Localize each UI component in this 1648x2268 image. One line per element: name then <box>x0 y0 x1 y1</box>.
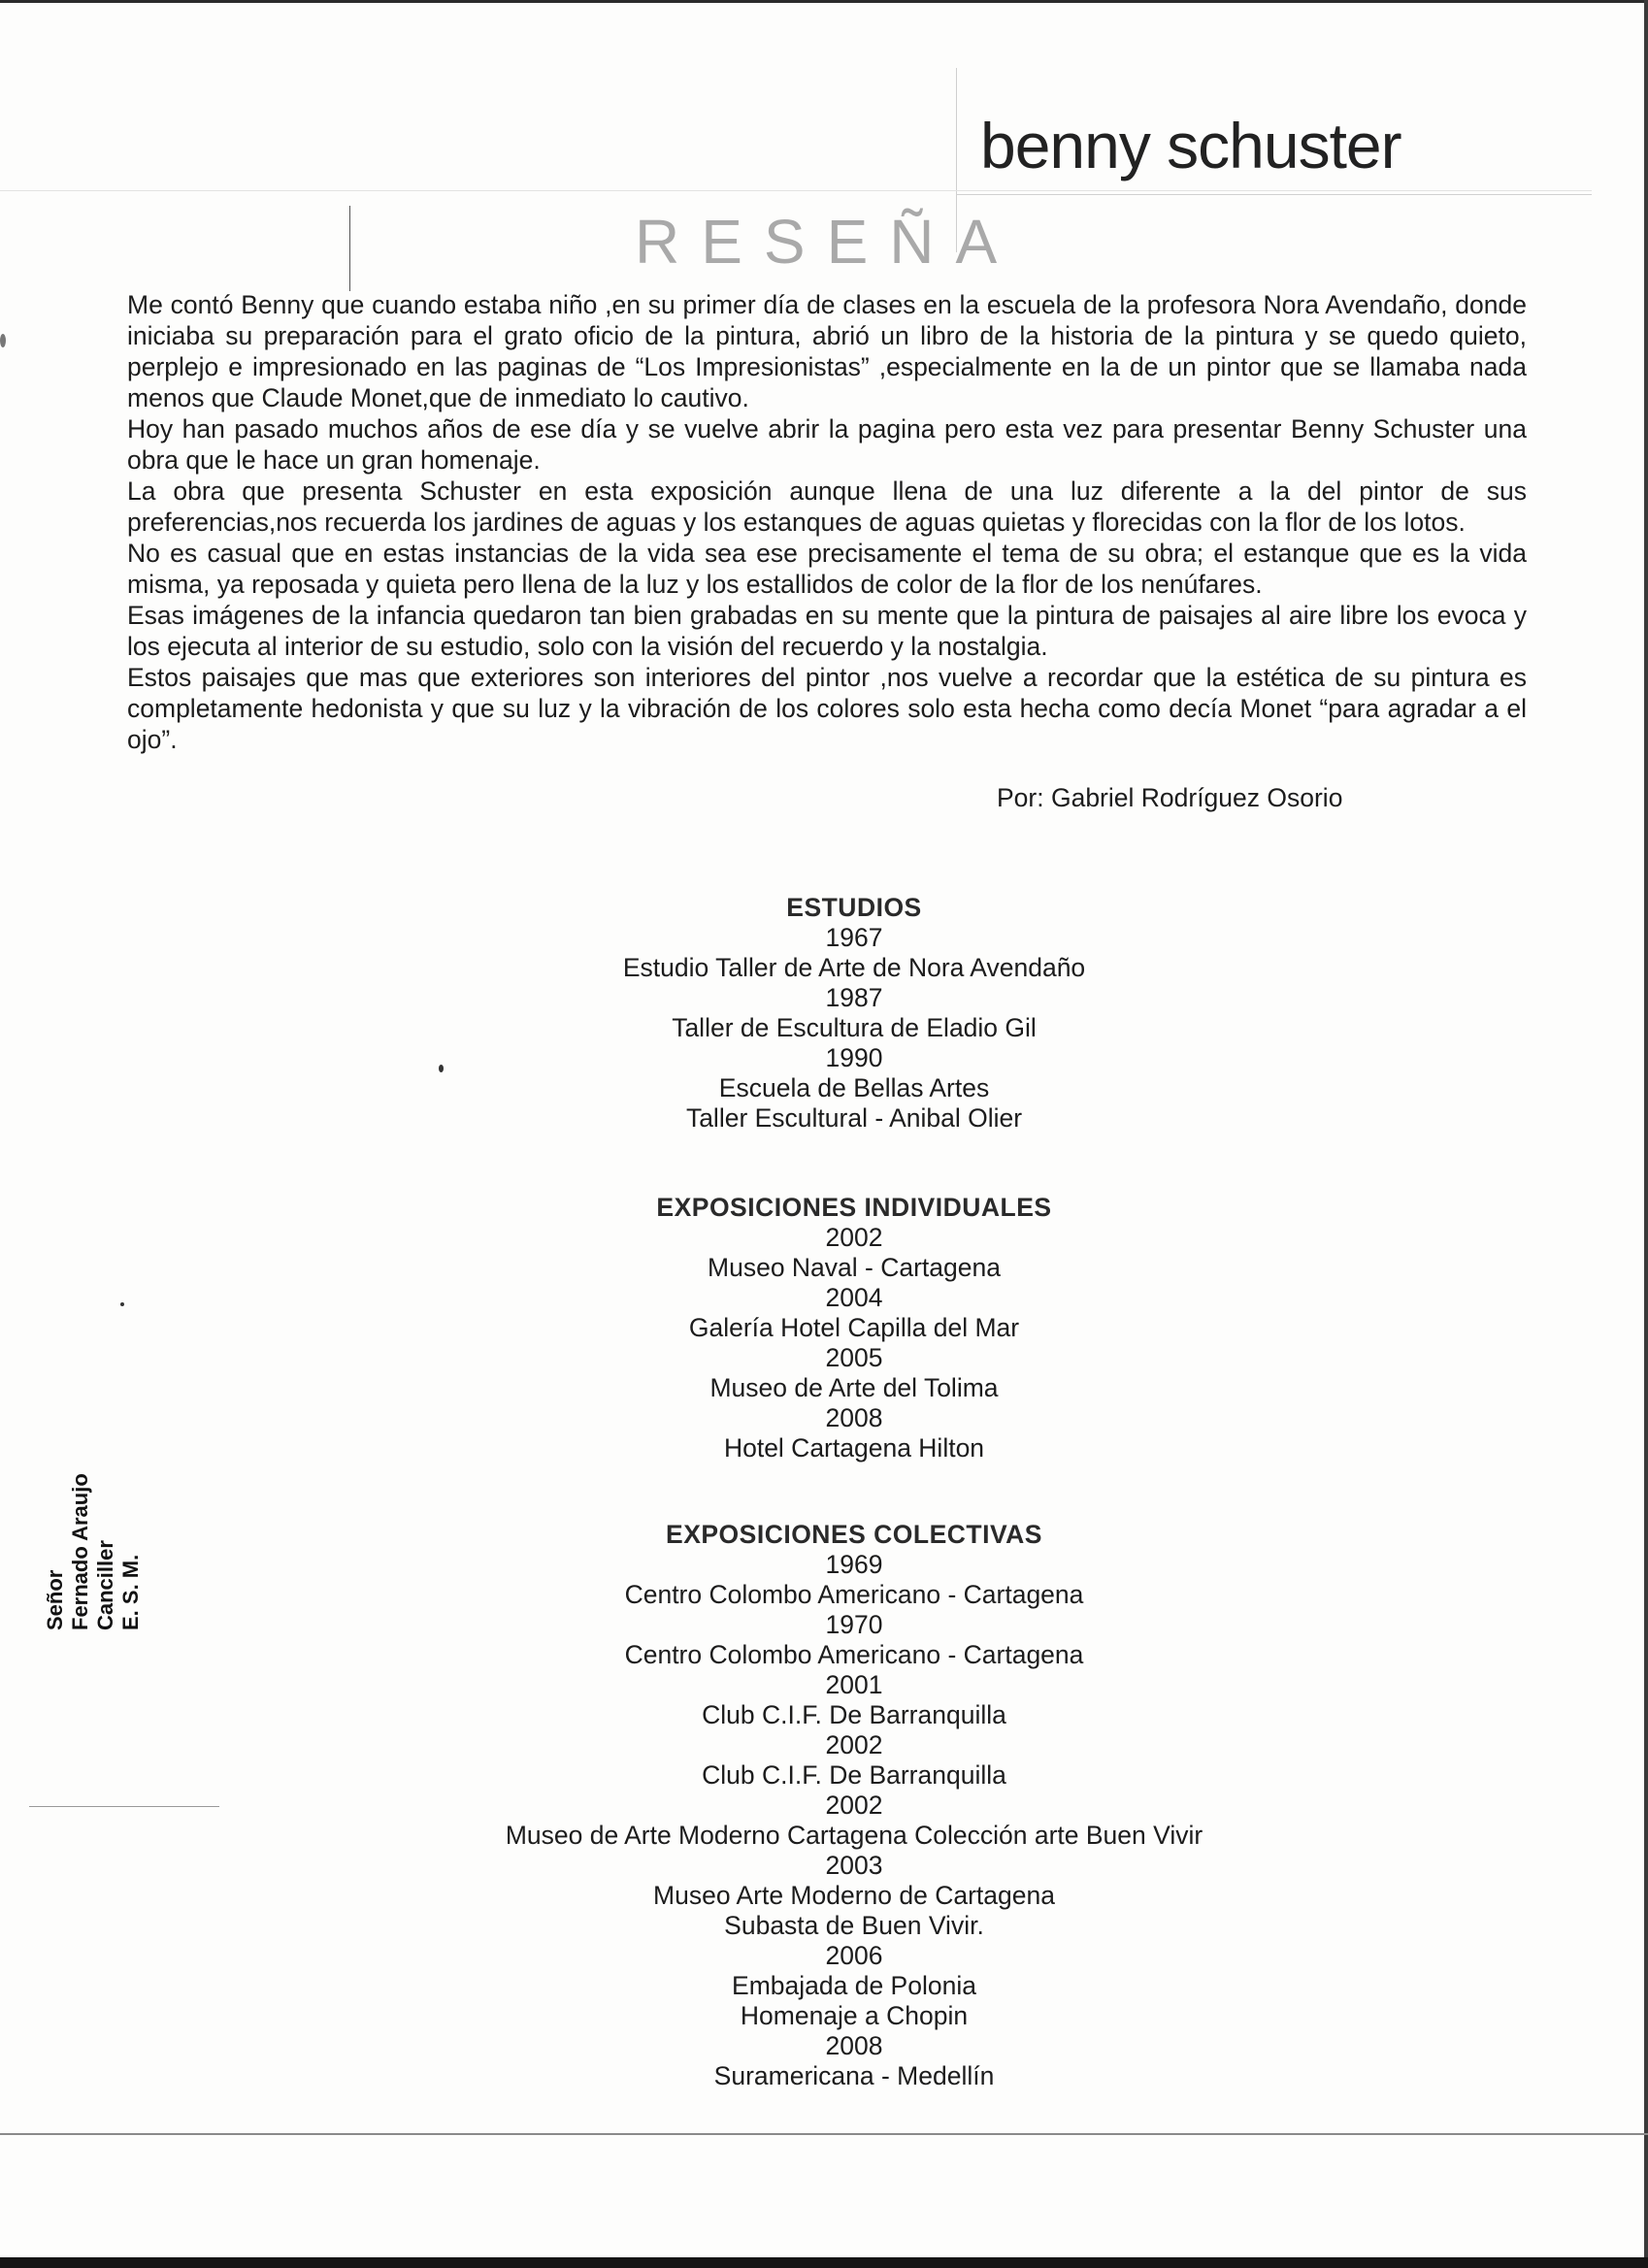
cv-line: 2001 <box>825 1670 883 1699</box>
cv-line: 2005 <box>825 1343 883 1372</box>
estudios-section <box>369 893 1339 1134</box>
cv-line: 2003 <box>825 1851 883 1880</box>
section-title: RESEÑA <box>635 207 1019 277</box>
cv-line: Embajada de Polonia <box>732 1971 976 2000</box>
cv-line: 2002 <box>825 1730 883 1759</box>
cv-line: Estudio Taller de Arte de Nora Avendaño <box>622 953 1086 982</box>
cv-line: 1969 <box>825 1550 883 1579</box>
side-divider <box>29 1806 219 1807</box>
recipient-line: Señor <box>43 1569 67 1630</box>
cv-line: Galería Hotel Capilla del Mar <box>688 1313 1020 1342</box>
recipient-address <box>43 1473 144 1630</box>
scan-edge-top <box>0 0 1648 3</box>
cv-line: Museo de Arte Moderno Cartagena Colección arte Buen Vivir <box>505 1821 1203 1850</box>
cv-line: Escuela de Bellas Artes <box>718 1073 990 1102</box>
review-paragraph: Me contó Benny que cuando estaba niño ,en su primer día de clases en la escuela de la profesora Nora Avendaño, donde iniciaba su preparación para el grato oficio de la pintura, abrió un libro de la historia de la pintura y se quedo quieto, perplejo e impresionado en las paginas de “Los Impresionistas” ,especialmente en la de un pintor que se llamaba nada menos que Claude Monet,que de inmediato lo cautivo. <box>127 290 1527 412</box>
cv-line: Museo de Arte del Tolima <box>709 1373 999 1402</box>
cv-line: 1970 <box>825 1610 883 1639</box>
review-text <box>127 289 1527 755</box>
cv-line: Homenaje a Chopin <box>740 2001 969 2030</box>
recipient-line: Canciller <box>93 1540 117 1630</box>
cv-line: 1987 <box>825 983 883 1012</box>
estudios-heading: ESTUDIOS <box>786 893 922 922</box>
exposiciones-individuales-heading: EXPOSICIONES INDIVIDUALES <box>656 1193 1052 1222</box>
header-title-underline <box>956 194 1592 195</box>
cv-line: 2006 <box>825 1941 883 1970</box>
cv-line: 1967 <box>825 923 883 952</box>
scan-speck <box>120 1302 124 1306</box>
artist-name: benny schuster <box>980 110 1401 181</box>
header-horizontal-rule <box>0 190 1592 191</box>
scan-edge-bottom <box>0 2257 1648 2268</box>
cv-line: Centro Colombo Americano - Cartagena <box>624 1640 1084 1669</box>
cv-line: Taller de Escultura de Eladio Gil <box>672 1013 1037 1042</box>
cv-line: Centro Colombo Americano - Cartagena <box>624 1580 1084 1609</box>
cv-line: 2008 <box>825 1403 883 1432</box>
cv-line: Subasta de Buen Vivir. <box>724 1911 984 1940</box>
cv-line: Suramericana - Medellín <box>713 2061 995 2090</box>
review-paragraph: Esas imágenes de la infancia quedaron tan bien grabadas en su mente que la pintura de paisajes al aire libre los evoca y los ejecuta al interior de su estudio, solo con la visión del recuerdo y la nostalgia. <box>127 601 1527 661</box>
heading-tick-mark <box>349 206 350 291</box>
recipient-line: E. S. M. <box>118 1554 143 1630</box>
cv-line: Taller Escultural - Anibal Olier <box>685 1103 1023 1133</box>
review-paragraph: Estos paisajes que mas que exteriores son interiores del pintor ,nos vuelve a recordar que la estética de su pintura es completamente hedonista y que su luz y la vibración de los colores solo esta hecha como decía Monet “para agradar a el ojo”. <box>127 663 1527 754</box>
cv-line: 2002 <box>825 1791 883 1820</box>
review-paragraph: No es casual que en estas instancias de la vida sea ese precisamente el tema de su obra; el estanque que es la vida misma, ya reposada y quieta pero llena de la luz y los estallidos de color de la flor de los nenúfares. <box>127 539 1527 599</box>
cv-line: 1990 <box>825 1043 883 1072</box>
scan-speck <box>439 1065 444 1072</box>
scan-edge-right <box>1644 0 1648 2268</box>
recipient-line: Fernado Araujo <box>68 1473 92 1630</box>
exposiciones-colectivas-heading: EXPOSICIONES COLECTIVAS <box>666 1520 1042 1549</box>
review-paragraph: La obra que presenta Schuster en esta exposición aunque llena de una luz diferente a la del pintor de sus preferencias,nos recuerda los jardines de aguas y los estanques de aguas quietas y florecidas con la flor de los lotos. <box>127 477 1527 537</box>
scan-speck <box>0 334 6 347</box>
cv-line: Museo Naval - Cartagena <box>708 1253 1001 1282</box>
cv-line: Hotel Cartagena Hilton <box>723 1433 985 1463</box>
review-paragraph: Hoy han pasado muchos años de ese día y se vuelve abrir la pagina pero esta vez para presentar Benny Schuster una obra que le hace un gran homenaje. <box>127 414 1527 475</box>
cv-line: 2002 <box>825 1223 883 1252</box>
exposiciones-colectivas-section <box>369 1520 1339 2091</box>
cv-line: Club C.I.F. De Barranquilla <box>702 1760 1006 1790</box>
cv-line: Museo Arte Moderno de Cartagena <box>653 1881 1055 1910</box>
exposiciones-individuales-section <box>369 1193 1339 1463</box>
cv-line: 2008 <box>825 2031 883 2060</box>
page-bottom-divider <box>0 2133 1648 2135</box>
cv-line: 2004 <box>825 1283 883 1312</box>
byline: Por: Gabriel Rodríguez Osorio <box>997 783 1343 812</box>
cv-line: Club C.I.F. De Barranquilla <box>702 1700 1006 1729</box>
